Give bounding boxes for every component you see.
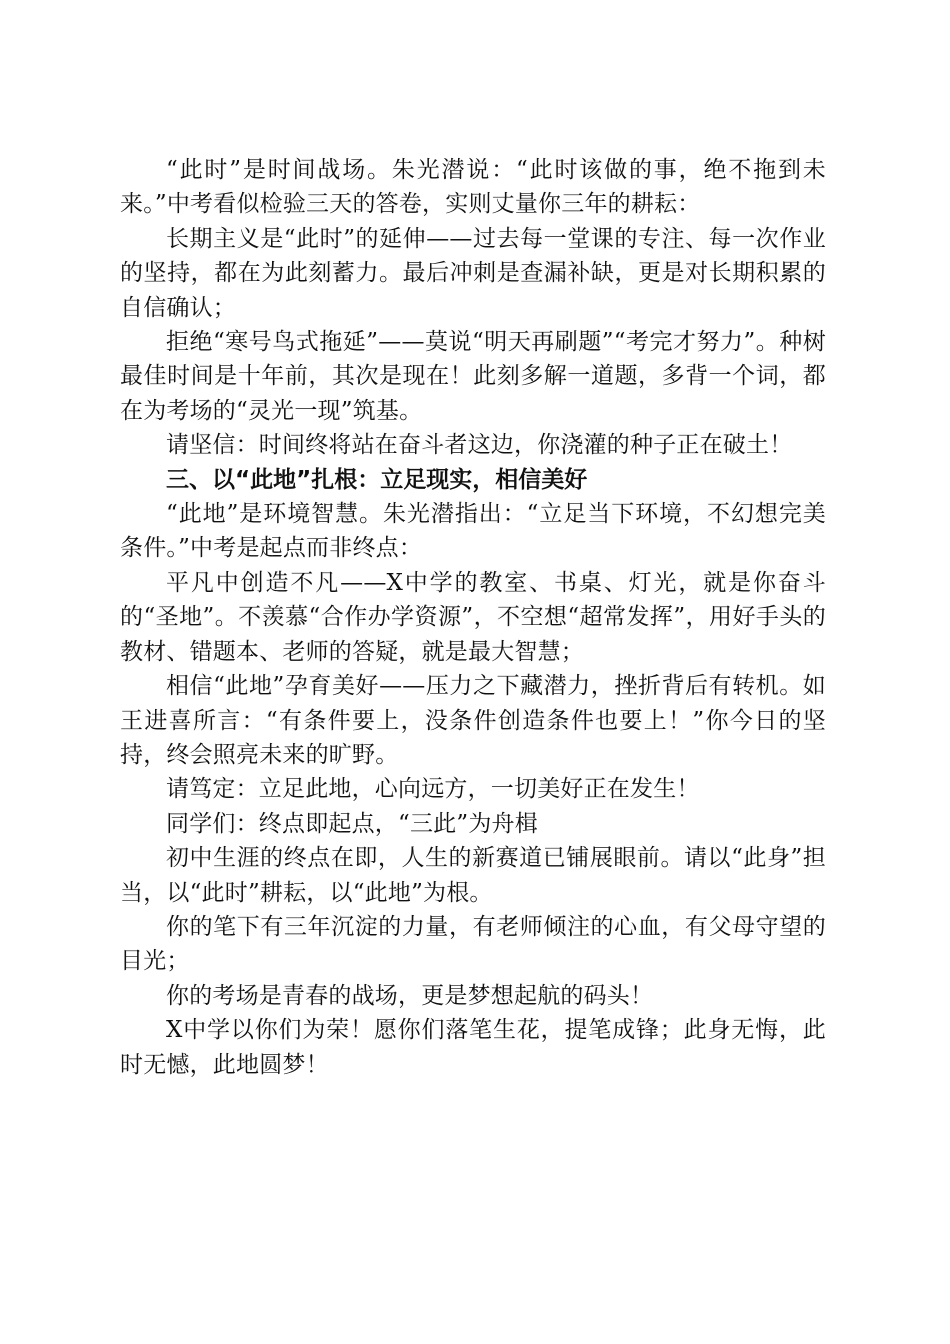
paragraph: 平凡中创造不凡——X中学的教室、书桌、灯光，就是你奋斗的“圣地”。不羡慕“合作办学资源”，不空想“超常发挥”，用好手头的教材、错题本、老师的答疑，就是最大智慧；: [120, 569, 826, 665]
paragraph: 请笃定：立足此地，心向远方，一切美好正在发生！: [166, 776, 700, 803]
paragraph: 初中生涯的终点在即，人生的新赛道已铺展眼前。请以“此身”担当，以“此时”耕耘，以“此地”为根。: [120, 845, 826, 906]
document-body: [120, 153, 826, 1082]
section-heading: 三、以“此地”扎根：立足现实，相信美好: [166, 466, 588, 493]
paragraph: 请坚信：时间终将站在奋斗者这边，你浇灌的种子正在破土！: [166, 432, 793, 459]
paragraph: X中学以你们为荣！愿你们落笔生花，提笔成锋；此身无悔，此时无憾，此地圆梦！: [120, 1017, 826, 1078]
paragraph: 拒绝“寒号鸟式拖延”——莫说“明天再刷题”“考完才努力”。种树最佳时间是十年前，其次是现在！此刻多解一道题，多背一个词，都在为考场的“灵光一现”筑基。: [120, 329, 826, 424]
paragraph: 长期主义是“此时”的延伸——过去每一堂课的专注、每一次作业的坚持，都在为此刻蓄力。最后冲刺是查漏补缺，更是对长期积累的自信确认；: [120, 225, 826, 321]
paragraph: “此时”是时间战场。朱光潜说：“此时该做的事，绝不拖到未来。”中考看似检验三天的答卷，实则丈量你三年的耕耘：: [120, 157, 826, 218]
paragraph: 同学们：终点即起点，“三此”为舟楫: [166, 810, 538, 837]
paragraph: 你的笔下有三年沉淀的力量，有老师倾注的心血，有父母守望的目光；: [120, 913, 826, 975]
paragraph: 你的考场是青春的战场，更是梦想起航的码头！: [166, 982, 654, 1009]
paragraph: 相信“此地”孕育美好——压力之下藏潜力，挫折背后有转机。如王进喜所言：“有条件要上，没条件创造条件也要上！”你今日的坚持，终会照亮未来的旷野。: [120, 673, 826, 768]
paragraph: “此地”是环境智慧。朱光潜指出：“立足当下环境，不幻想完美条件。”中考是起点而非终点：: [120, 501, 826, 562]
